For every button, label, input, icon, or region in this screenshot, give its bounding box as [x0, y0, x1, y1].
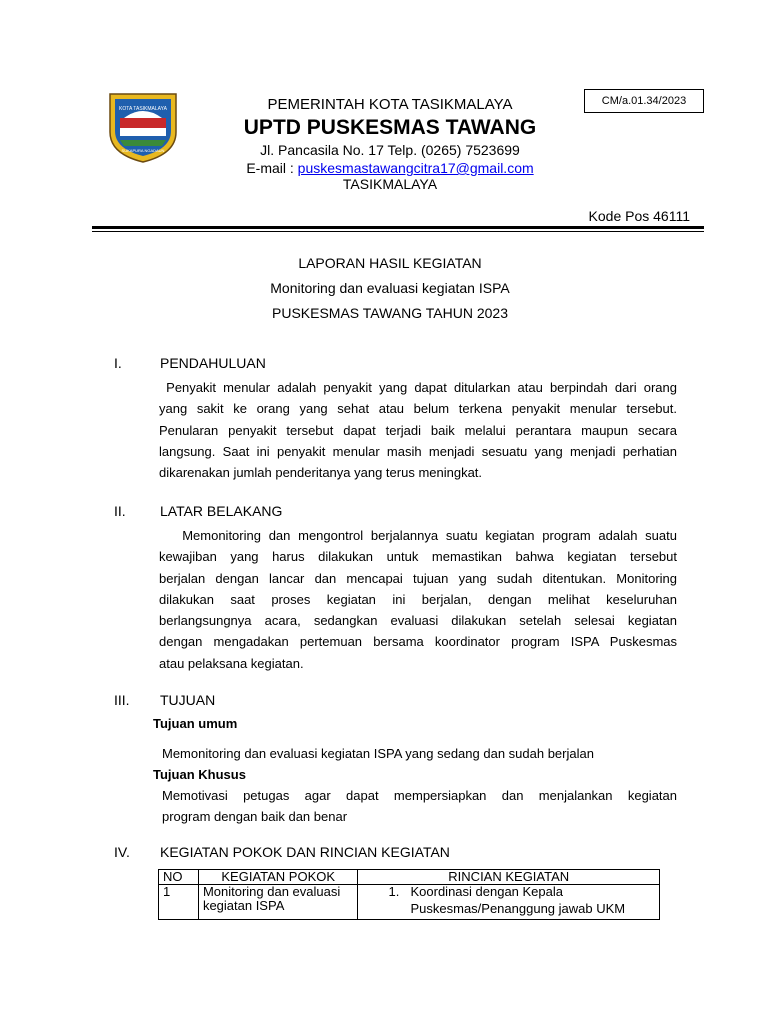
- paragraph-line: berjalan dengan lancar dan mencapai tujuan yang sudah ditentukan. Monitoring: [159, 570, 677, 586]
- cell-kegiatan-pokok: [198, 885, 358, 920]
- cell-line: Monitoring dan evaluasi: [202, 884, 341, 899]
- paragraph-line: langsung. Saat ini penyakit menular masih menjadi sesuatu yang menjadi perhatian: [159, 443, 677, 459]
- paragraph-line: dilakukan saat proses kegiatan ini berjalan, dengan melihat keseluruhan: [159, 591, 677, 607]
- tujuan-khusus-paragraph: [162, 785, 677, 828]
- city-emblem-logo: [106, 88, 180, 164]
- paragraph-line: kewajiban yang harus dilakukan untuk memastikan bahwa kegiatan tersebut: [159, 549, 677, 565]
- paragraph-line: berlangsungnya acara, sedangkan evaluasi dilakukan setelah selesai kegiatan: [159, 613, 677, 629]
- report-subtitle: Monitoring dan evaluasi kegiatan ISPA: [270, 280, 510, 296]
- report-year-line: PUSKESMAS TAWANG TAHUN 2023: [272, 305, 508, 321]
- section-4-number: IV.: [114, 844, 130, 860]
- section-4-title: KEGIATAN POKOK DAN RINCIAN KEGIATAN: [160, 844, 450, 860]
- cell-rincian-kegiatan: [358, 885, 660, 920]
- address: Jl. Pancasila No. 17 Telp. (0265) 7523699: [260, 142, 520, 158]
- paragraph-line: dikarenakan jumlah penderitanya yang terus meningkat.: [159, 465, 483, 481]
- report-title: LAPORAN HASIL KEGIATAN: [298, 255, 482, 271]
- rincian-text-cont: Puskesmas/Penanggung jawab UKM: [410, 901, 626, 916]
- tujuan-umum-label: Tujuan umum: [153, 716, 238, 731]
- postal-code: Kode Pos 46111: [588, 208, 690, 224]
- header-divider-thin: [92, 231, 704, 232]
- header-rincian-kegiatan: RINCIAN KEGIATAN: [358, 870, 660, 885]
- cell-line: kegiatan ISPA: [202, 898, 285, 913]
- rincian-text: Koordinasi dengan Kepala: [410, 884, 563, 899]
- paragraph-line: program dengan baik dan benar: [162, 809, 348, 825]
- rincian-item: [362, 885, 655, 899]
- document-code-box: CM/a.01.34/2023: [584, 89, 704, 113]
- section-1-number: I.: [114, 355, 122, 371]
- government-name: PEMERINTAH KOTA TASIKMALAYA: [267, 96, 513, 113]
- section-2-paragraph: [159, 525, 677, 674]
- rincian-number: 1.: [388, 884, 400, 899]
- paragraph-line: Penularan penyakit tersebut dapat terjadi baik melalui perantara maupun secara: [159, 422, 677, 438]
- tujuan-umum-text: Memonitoring dan evaluasi kegiatan ISPA yang sedang dan sudah berjalan: [162, 746, 594, 761]
- paragraph-line: atau pelaksana kegiatan.: [159, 655, 304, 671]
- section-1-paragraph: [159, 377, 677, 483]
- section-1-title: PENDAHULUAN: [160, 355, 266, 371]
- cell-no: 1: [159, 885, 199, 920]
- tujuan-khusus-label: Tujuan Khusus: [153, 767, 246, 782]
- email-label: E-mail :: [246, 160, 298, 176]
- organization-name: UPTD PUSKESMAS TAWANG: [243, 116, 537, 139]
- header-kegiatan-pokok: KEGIATAN POKOK: [198, 870, 358, 885]
- kegiatan-table: [158, 869, 660, 920]
- logo-text-bottom: SUKAPURA NGADAUN: [121, 148, 165, 153]
- table-header-row: [159, 870, 660, 885]
- paragraph-line: Memonitoring dan mengontrol berjalannya suatu kegiatan program adalah suatu: [159, 528, 677, 543]
- email-line: [220, 160, 560, 176]
- section-2-title: LATAR BELAKANG: [160, 503, 283, 519]
- section-2-number: II.: [114, 503, 126, 519]
- paragraph-line: Memotivasi petugas agar dapat mempersiapkan dan menjalankan kegiatan: [162, 788, 677, 803]
- section-3-number: III.: [114, 692, 130, 708]
- table-row: [159, 885, 660, 920]
- paragraph-line: Penyakit menular adalah penyakit yang dapat ditularkan atau berpindah dari orang: [159, 380, 677, 395]
- section-3-title: TUJUAN: [160, 692, 216, 708]
- paragraph-line: yang sakit ke orang yang sehat atau belum terkena penyakit menular tersebut.: [159, 401, 677, 417]
- paragraph-line: dengan mengadakan pertemuan bersama koordinator program ISPA Puskesmas: [159, 634, 677, 650]
- city-name: TASIKMALAYA: [342, 176, 438, 192]
- logo-text-top: KOTA TASIKMALAYA: [119, 106, 167, 112]
- header-no: NO: [159, 870, 199, 885]
- email-link[interactable]: puskesmastawangcitra17@gmail.com: [297, 160, 534, 176]
- header-divider-thick: [92, 226, 704, 229]
